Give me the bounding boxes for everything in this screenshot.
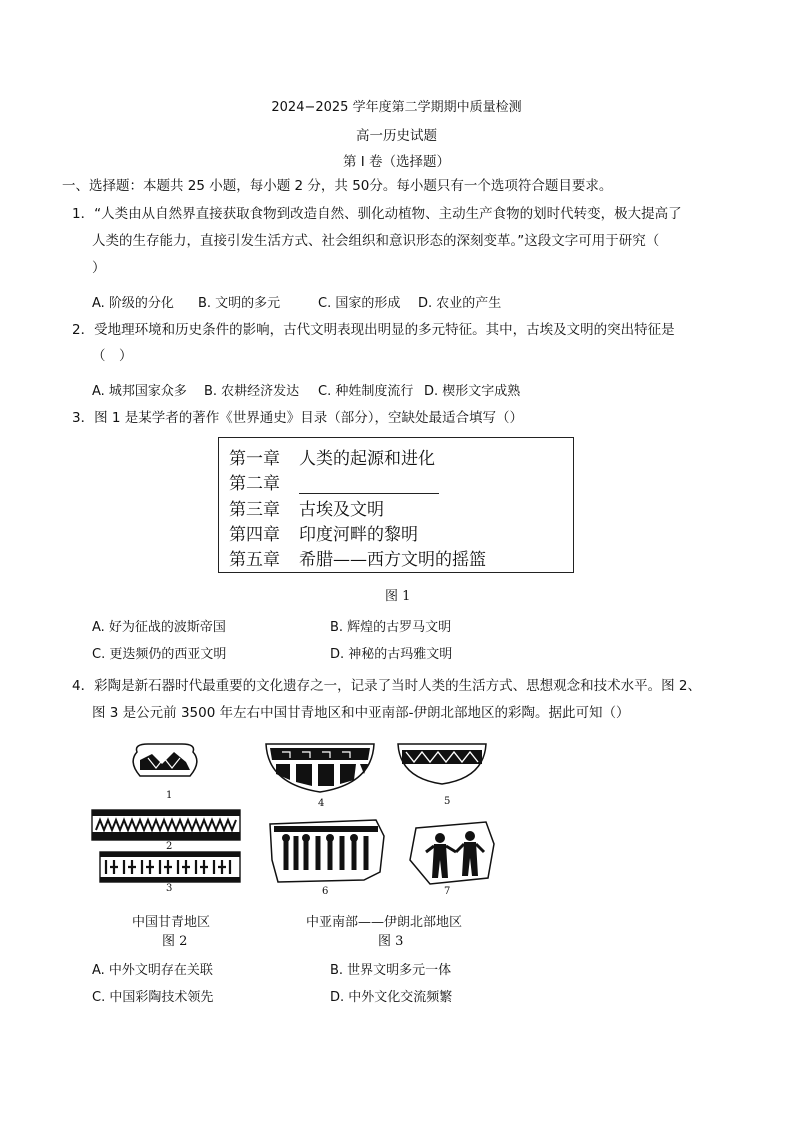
q1-option-a: A. 阶级的分化 bbox=[92, 296, 174, 311]
toc-title: 人类的起源和进化 bbox=[299, 449, 435, 469]
figure-2-caption: 图 2 bbox=[162, 934, 188, 949]
toc-chapter: 第五章 bbox=[229, 550, 280, 570]
q2-option-a: A. 城邦国家众多 bbox=[92, 384, 187, 399]
pottery-7-image bbox=[410, 822, 494, 884]
q4-line1: 4．彩陶是新石器时代最重要的文化遗存之一，记录了当时人类的生活方式、思想观念和技术水平。图 2、 bbox=[72, 678, 701, 694]
toc-title: 印度河畔的黎明 bbox=[299, 525, 418, 545]
pottery-number: 2 bbox=[166, 841, 173, 852]
table-of-contents bbox=[218, 437, 574, 573]
pottery-illustrations bbox=[90, 740, 510, 900]
q2-option-b: B. 农耕经济发达 bbox=[204, 384, 300, 399]
figure-3-caption: 图 3 bbox=[378, 934, 404, 949]
q3-option-b: B. 辉煌的古罗马文明 bbox=[330, 620, 452, 635]
toc-chapter: 第三章 bbox=[229, 500, 280, 520]
toc-row bbox=[229, 545, 486, 570]
toc-chapter: 第一章 bbox=[229, 449, 280, 469]
q4-option-a: A. 中外文明存在关联 bbox=[92, 963, 213, 978]
exam-title: 2024−2025 学年度第二学期期中质量检测 bbox=[271, 100, 522, 115]
toc-chapter: 第四章 bbox=[229, 525, 280, 545]
q1-option-b: B. 文明的多元 bbox=[198, 296, 281, 311]
q4-option-c: C. 中国彩陶技术领先 bbox=[92, 990, 214, 1005]
toc-row bbox=[229, 469, 439, 494]
q4-option-d: D. 中外文化交流频繁 bbox=[330, 990, 453, 1005]
pottery-6-image bbox=[270, 820, 384, 882]
pottery-number: 3 bbox=[166, 883, 173, 894]
q1-option-d: D. 农业的产生 bbox=[418, 296, 502, 311]
q3-option-d: D. 神秘的古玛雅文明 bbox=[330, 647, 453, 662]
pottery-2-image bbox=[92, 810, 240, 840]
q1-line2: 人类的生存能力，直接引发生活方式、社会组织和意识形态的深刻变革。”这段文字可用于研究（ bbox=[92, 233, 660, 249]
pottery-number: 4 bbox=[318, 798, 325, 809]
q3-stem: 3．图 1 是某学者的著作《世界通史》目录（部分），空缺处最适合填写（） bbox=[72, 410, 524, 426]
instructions: 一、选择题：本题共 25 小题，每小题 2 分，共 50分。每小题只有一个选项符合题目要求。 bbox=[62, 178, 613, 194]
figure-3-region: 中亚南部——伊朗北部地区 bbox=[306, 915, 463, 930]
pottery-4-image bbox=[266, 744, 374, 792]
pottery-number: 1 bbox=[166, 790, 173, 801]
toc-row bbox=[229, 444, 435, 469]
figure-2-region: 中国甘青地区 bbox=[132, 915, 211, 930]
q2-option-d: D. 楔形文字成熟 bbox=[424, 384, 521, 399]
toc-title: 古埃及文明 bbox=[299, 500, 384, 520]
section-heading: 第 I 卷（选择题） bbox=[342, 154, 451, 170]
pottery-1-image bbox=[133, 744, 197, 776]
pottery-3-image bbox=[100, 852, 240, 882]
q1-line1: 1．“人类由从自然界直接获取食物到改造自然、驯化动植物、主动生产食物的划时代转变，极大提高了 bbox=[72, 206, 682, 222]
pottery-5-image bbox=[398, 744, 486, 784]
q2-option-c: C. 种姓制度流行 bbox=[318, 384, 414, 399]
q3-option-c: C. 更迭频仍的西亚文明 bbox=[92, 647, 227, 662]
q4-option-b: B. 世界文明多元一体 bbox=[330, 963, 452, 978]
pottery-number: 6 bbox=[322, 886, 329, 897]
toc-title: 希腊——西方文明的摇篮 bbox=[299, 550, 486, 570]
q2-line2: （ ） bbox=[92, 348, 133, 364]
toc-row bbox=[229, 495, 384, 520]
q2-line1: 2．受地理环境和历史条件的影响，古代文明表现出明显的多元特征。其中，古埃及文明的突出特征是 bbox=[72, 322, 675, 338]
q1-option-c: C. 国家的形成 bbox=[318, 296, 401, 311]
figure-1-caption: 图 1 bbox=[385, 589, 411, 604]
q1-line3: ） bbox=[92, 260, 106, 276]
toc-chapter: 第二章 bbox=[229, 474, 280, 494]
toc-blank-line bbox=[299, 477, 439, 494]
pottery-number: 5 bbox=[444, 796, 451, 807]
q3-option-a: A. 好为征战的波斯帝国 bbox=[92, 620, 226, 635]
exam-subtitle: 高一历史试题 bbox=[356, 128, 437, 144]
pottery-number: 7 bbox=[444, 886, 451, 897]
q4-line2: 图 3 是公元前 3500 年左右中国甘青地区和中亚南部-伊朗北部地区的彩陶。据此可知（） bbox=[92, 705, 630, 721]
toc-row bbox=[229, 520, 418, 545]
